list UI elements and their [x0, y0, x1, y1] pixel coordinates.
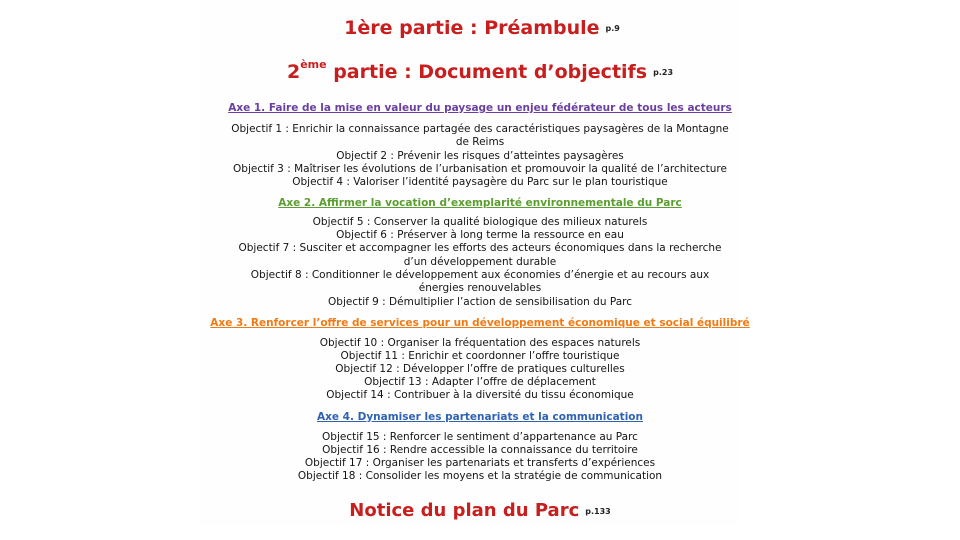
part1-title — [0, 17, 960, 39]
objective-line: Objectif 18 : Consolider les moyens et la stratégie de communication — [297, 470, 663, 482]
notice-title — [0, 500, 960, 521]
objective-line: Objectif 9 : Démultiplier l’action de sensibilisation du Parc — [328, 296, 632, 308]
objective-line: Objectif 2 : Prévenir les risques d’atteintes paysagères — [336, 150, 624, 162]
objective-line: Objectif 17 : Organiser les partenariats et transferts d’expériences — [304, 457, 656, 469]
objective-line: Objectif 10 : Organiser la fréquentation des espaces naturels — [319, 337, 641, 349]
objective-line: Objectif 4 : Valoriser l’identité paysagère du Parc sur le plan touristique — [292, 176, 668, 188]
objective-line: Objectif 15 : Renforcer le sentiment d’appartenance au Parc — [322, 431, 638, 443]
objective-line: Objectif 6 : Préserver à long terme la ressource en eau — [336, 229, 624, 241]
part2-page-ref: p.23 — [653, 68, 674, 77]
objective-line: d’un développement durable — [403, 256, 557, 268]
axe3-heading: Axe 3. Renforcer l’offre de services pour un développement économique et social équilibré — [210, 317, 750, 329]
axe1-heading: Axe 1. Faire de la mise en valeur du paysage un enjeu fédérateur de tous les acteurs — [228, 102, 732, 114]
objective-line: Objectif 7 : Susciter et accompagner les efforts des acteurs économiques dans la recherche — [238, 242, 722, 254]
objective-line: Objectif 14 : Contribuer à la diversité du tissu économique — [326, 389, 634, 401]
objective-line: de Reims — [455, 136, 505, 148]
axe2-heading: Axe 2. Affirmer la vocation d’exemplarité environnementale du Parc — [278, 197, 682, 209]
part2-title — [0, 58, 960, 83]
objective-line: Objectif 3 : Maîtriser les évolutions de l’urbanisation et promouvoir la qualité de l’architecture — [233, 163, 727, 175]
objective-line: énergies renouvelables — [418, 282, 542, 294]
objective-line: Objectif 16 : Rendre accessible la connaissance du territoire — [322, 444, 638, 456]
notice-title-text: Notice du plan du Parc — [349, 500, 580, 521]
objective-line: Objectif 1 : Enrichir la connaissance partagée des caractéristiques paysagères de la Montagne — [231, 123, 729, 135]
part2-title-sup: ème — [300, 58, 327, 71]
objective-line: Objectif 8 : Conditionner le développement aux économies d’énergie et au recours aux — [250, 269, 710, 281]
part2-title-text: partie : Document d’objectifs — [326, 61, 648, 83]
objective-line: Objectif 13 : Adapter l’offre de déplacement — [364, 376, 596, 388]
axe4-heading: Axe 4. Dynamiser les partenariats et la communication — [316, 411, 643, 423]
objective-line: Objectif 12 : Développer l’offre de pratiques culturelles — [335, 363, 625, 375]
part1-page-ref: p.9 — [605, 24, 620, 33]
part2-title-prefix: 2 — [286, 61, 301, 83]
objective-line: Objectif 5 : Conserver la qualité biologique des milieux naturels — [312, 216, 648, 228]
part1-title-text: 1ère partie : Préambule — [344, 17, 600, 39]
notice-page-ref: p.133 — [585, 506, 611, 516]
objective-line: Objectif 11 : Enrichir et coordonner l’offre touristique — [340, 350, 620, 362]
